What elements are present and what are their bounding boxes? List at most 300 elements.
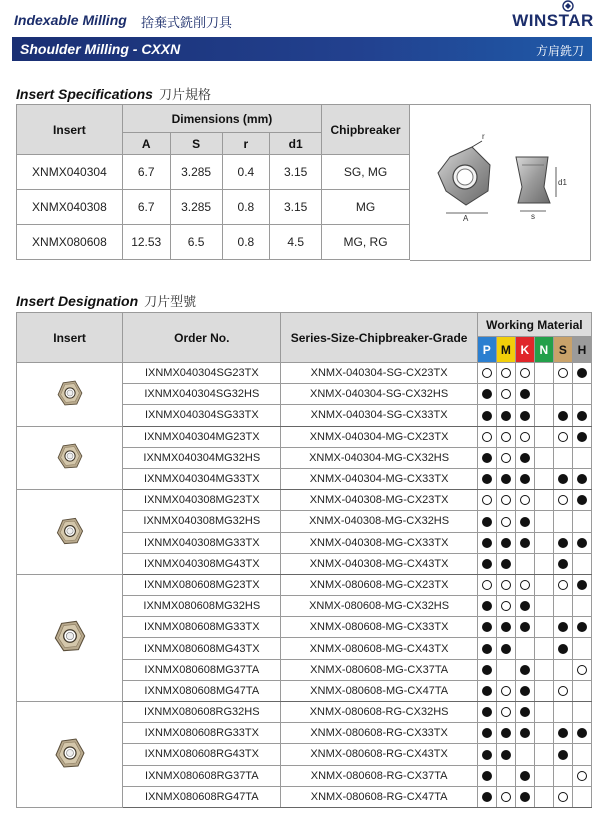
order-no: IXNMX080608MG37TA — [123, 659, 281, 680]
brand-name: WINSTAR — [512, 11, 594, 30]
insert-thumbnail-icon — [50, 733, 90, 773]
spec-s: 3.285 — [170, 190, 222, 225]
series-code: XNMX-080608-RG-CX33TX — [281, 723, 477, 744]
recommended-dot-icon — [577, 495, 587, 505]
spec-insert: XNMX040308 — [17, 190, 123, 225]
series-code: XNMX-080608-MG-CX32HS — [281, 596, 477, 617]
material-cell-m — [496, 659, 515, 680]
suitable-dot-icon — [558, 495, 568, 505]
suitable-dot-icon — [520, 495, 530, 505]
section-title: Shoulder Milling - CXXN — [20, 41, 181, 57]
material-cell-s — [553, 702, 572, 723]
recommended-dot-icon — [482, 411, 492, 421]
recommended-dot-icon — [558, 474, 568, 484]
suitable-dot-icon — [520, 368, 530, 378]
material-cell-m — [496, 490, 515, 511]
material-cell-s — [553, 426, 572, 447]
series-code: XNMX-040308-MG-CX43TX — [281, 553, 477, 574]
header-title-zh: 捨棄式銑削刀具 — [141, 16, 233, 31]
recommended-dot-icon — [520, 411, 530, 421]
recommended-dot-icon — [520, 686, 530, 696]
order-no: IXNMX080608RG43TX — [123, 744, 281, 765]
specs-title: Insert Specifications — [16, 86, 153, 102]
desig-col-order: Order No. — [123, 313, 281, 363]
insert-image — [17, 363, 123, 427]
series-code: XNMX-080608-MG-CX47TA — [281, 680, 477, 701]
material-cell-k — [515, 574, 534, 595]
suitable-dot-icon — [482, 432, 492, 442]
recommended-dot-icon — [577, 432, 587, 442]
material-cell-n — [534, 596, 553, 617]
series-code: XNMX-080608-RG-CX43TX — [281, 744, 477, 765]
material-cell-k — [515, 447, 534, 468]
material-cell-n — [534, 490, 553, 511]
material-cell-m — [496, 596, 515, 617]
suitable-dot-icon — [558, 368, 568, 378]
series-code: XNMX-040304-SG-CX32HS — [281, 384, 477, 405]
spec-s: 6.5 — [170, 225, 222, 260]
recommended-dot-icon — [520, 728, 530, 738]
material-cell-p — [477, 786, 496, 807]
material-p: P — [477, 337, 496, 363]
table-row — [17, 574, 592, 595]
order-no: IXNMX040304MG33TX — [123, 468, 281, 489]
material-cell-m — [496, 426, 515, 447]
series-code: XNMX-040304-SG-CX33TX — [281, 405, 477, 426]
recommended-dot-icon — [520, 517, 530, 527]
spec-d1: 3.15 — [270, 155, 322, 190]
material-cell-s — [553, 490, 572, 511]
recommended-dot-icon — [501, 750, 511, 760]
designation-heading — [16, 291, 196, 310]
spec-row — [17, 155, 410, 190]
recommended-dot-icon — [501, 474, 511, 484]
diagram-label-s: s — [531, 212, 535, 221]
spec-table — [16, 104, 410, 260]
spec-r: 0.4 — [222, 155, 270, 190]
series-code: XNMX-080608-MG-CX37TA — [281, 659, 477, 680]
recommended-dot-icon — [482, 771, 492, 781]
recommended-dot-icon — [558, 622, 568, 632]
order-no: IXNMX040304SG23TX — [123, 363, 281, 384]
suitable-dot-icon — [501, 368, 511, 378]
material-cell-h — [572, 786, 591, 807]
material-cell-h — [572, 744, 591, 765]
recommended-dot-icon — [482, 792, 492, 802]
material-cell-h — [572, 723, 591, 744]
suitable-dot-icon — [520, 432, 530, 442]
material-cell-s — [553, 511, 572, 532]
table-row — [17, 426, 592, 447]
material-cell-s — [553, 659, 572, 680]
spec-a: 6.7 — [122, 190, 170, 225]
suitable-dot-icon — [558, 580, 568, 590]
recommended-dot-icon — [482, 601, 492, 611]
recommended-dot-icon — [558, 728, 568, 738]
material-cell-k — [515, 617, 534, 638]
material-cell-s — [553, 468, 572, 489]
suitable-dot-icon — [501, 517, 511, 527]
material-cell-s — [553, 638, 572, 659]
material-cell-h — [572, 384, 591, 405]
material-cell-k — [515, 765, 534, 786]
series-code: XNMX-080608-RG-CX32HS — [281, 702, 477, 723]
order-no: IXNMX040304MG23TX — [123, 426, 281, 447]
designation-title: Insert Designation — [16, 293, 139, 309]
material-cell-m — [496, 617, 515, 638]
suitable-dot-icon — [501, 453, 511, 463]
recommended-dot-icon — [577, 622, 587, 632]
spec-chipbreaker: MG — [322, 190, 410, 225]
suitable-dot-icon — [501, 580, 511, 590]
recommended-dot-icon — [520, 474, 530, 484]
recommended-dot-icon — [520, 771, 530, 781]
material-cell-p — [477, 426, 496, 447]
recommended-dot-icon — [577, 411, 587, 421]
recommended-dot-icon — [482, 474, 492, 484]
material-cell-m — [496, 680, 515, 701]
material-cell-h — [572, 765, 591, 786]
material-cell-p — [477, 490, 496, 511]
recommended-dot-icon — [501, 622, 511, 632]
material-cell-m — [496, 405, 515, 426]
material-cell-k — [515, 786, 534, 807]
material-h: H — [572, 337, 591, 363]
recommended-dot-icon — [558, 644, 568, 654]
material-n: N — [534, 337, 553, 363]
recommended-dot-icon — [520, 665, 530, 675]
recommended-dot-icon — [482, 750, 492, 760]
material-cell-k — [515, 680, 534, 701]
material-cell-h — [572, 574, 591, 595]
material-cell-k — [515, 490, 534, 511]
spec-chipbreaker: MG, RG — [322, 225, 410, 260]
spec-col-chipbreaker: Chipbreaker — [322, 105, 410, 155]
order-no: IXNMX080608MG32HS — [123, 596, 281, 617]
material-cell-p — [477, 680, 496, 701]
material-cell-n — [534, 786, 553, 807]
material-cell-s — [553, 786, 572, 807]
material-cell-h — [572, 659, 591, 680]
material-cell-s — [553, 574, 572, 595]
material-cell-m — [496, 447, 515, 468]
recommended-dot-icon — [558, 559, 568, 569]
material-cell-h — [572, 617, 591, 638]
material-cell-p — [477, 553, 496, 574]
header-title: Indexable Milling — [14, 12, 127, 28]
suitable-dot-icon — [558, 686, 568, 696]
material-cell-n — [534, 638, 553, 659]
spec-row — [17, 225, 410, 260]
order-no: IXNMX080608RG32HS — [123, 702, 281, 723]
recommended-dot-icon — [482, 686, 492, 696]
material-cell-p — [477, 511, 496, 532]
recommended-dot-icon — [577, 538, 587, 548]
series-code: XNMX-080608-RG-CX37TA — [281, 765, 477, 786]
recommended-dot-icon — [520, 538, 530, 548]
material-cell-m — [496, 574, 515, 595]
insert-image — [17, 426, 123, 490]
material-cell-h — [572, 511, 591, 532]
recommended-dot-icon — [558, 538, 568, 548]
material-s: S — [553, 337, 572, 363]
material-cell-p — [477, 723, 496, 744]
material-cell-m — [496, 638, 515, 659]
spec-d1: 4.5 — [270, 225, 322, 260]
material-cell-n — [534, 405, 553, 426]
material-cell-h — [572, 363, 591, 384]
suitable-dot-icon — [501, 495, 511, 505]
spec-insert: XNMX040304 — [17, 155, 123, 190]
series-code: XNMX-040304-SG-CX23TX — [281, 363, 477, 384]
material-cell-n — [534, 702, 553, 723]
spec-col-dimensions: Dimensions (mm) — [122, 105, 321, 133]
order-no: IXNMX080608MG33TX — [123, 617, 281, 638]
material-cell-h — [572, 490, 591, 511]
order-no: IXNMX040308MG43TX — [123, 553, 281, 574]
recommended-dot-icon — [558, 411, 568, 421]
recommended-dot-icon — [501, 538, 511, 548]
material-cell-p — [477, 638, 496, 659]
order-no: IXNMX080608RG33TX — [123, 723, 281, 744]
material-cell-p — [477, 405, 496, 426]
table-row — [17, 490, 592, 511]
material-cell-s — [553, 447, 572, 468]
order-no: IXNMX040304MG32HS — [123, 447, 281, 468]
material-cell-k — [515, 363, 534, 384]
material-cell-s — [553, 617, 572, 638]
insert-thumbnail-icon — [53, 376, 87, 410]
suitable-dot-icon — [482, 495, 492, 505]
material-cell-p — [477, 702, 496, 723]
insert-thumbnail-icon — [53, 439, 87, 473]
designation-title-zh: 刀片型號 — [144, 295, 197, 310]
suitable-dot-icon — [501, 389, 511, 399]
material-cell-k — [515, 702, 534, 723]
recommended-dot-icon — [577, 368, 587, 378]
spec-r: 0.8 — [222, 225, 270, 260]
material-cell-k — [515, 723, 534, 744]
recommended-dot-icon — [501, 728, 511, 738]
recommended-dot-icon — [558, 750, 568, 760]
table-row — [17, 702, 592, 723]
material-cell-s — [553, 680, 572, 701]
desig-col-material: Working Material — [477, 313, 591, 337]
suitable-dot-icon — [520, 580, 530, 590]
insert-image — [17, 574, 123, 701]
order-no: IXNMX040308MG33TX — [123, 532, 281, 553]
insert-image — [17, 490, 123, 575]
recommended-dot-icon — [482, 707, 492, 717]
material-cell-s — [553, 553, 572, 574]
material-cell-m — [496, 553, 515, 574]
recommended-dot-icon — [482, 538, 492, 548]
spec-insert: XNMX080608 — [17, 225, 123, 260]
specs-title-zh: 刀片規格 — [158, 88, 211, 103]
suitable-dot-icon — [501, 707, 511, 717]
recommended-dot-icon — [482, 453, 492, 463]
material-cell-k — [515, 553, 534, 574]
section-band — [12, 37, 592, 61]
recommended-dot-icon — [520, 453, 530, 463]
material-cell-s — [553, 532, 572, 553]
insert-thumbnail-icon — [49, 615, 91, 657]
material-cell-n — [534, 511, 553, 532]
material-cell-m — [496, 702, 515, 723]
material-cell-p — [477, 659, 496, 680]
material-cell-n — [534, 384, 553, 405]
material-cell-n — [534, 680, 553, 701]
order-no: IXNMX080608MG43TX — [123, 638, 281, 659]
recommended-dot-icon — [482, 728, 492, 738]
order-no: IXNMX080608MG23TX — [123, 574, 281, 595]
series-code: XNMX-080608-MG-CX43TX — [281, 638, 477, 659]
material-cell-n — [534, 617, 553, 638]
material-cell-p — [477, 468, 496, 489]
recommended-dot-icon — [520, 792, 530, 802]
material-cell-h — [572, 426, 591, 447]
material-cell-n — [534, 744, 553, 765]
material-cell-m — [496, 765, 515, 786]
recommended-dot-icon — [501, 559, 511, 569]
spec-r: 0.8 — [222, 190, 270, 225]
spec-d1: 3.15 — [270, 190, 322, 225]
material-cell-n — [534, 723, 553, 744]
order-no: IXNMX040308MG32HS — [123, 511, 281, 532]
suitable-dot-icon — [482, 580, 492, 590]
designation-table — [16, 312, 592, 808]
material-cell-h — [572, 702, 591, 723]
material-cell-n — [534, 553, 553, 574]
material-cell-s — [553, 405, 572, 426]
suitable-dot-icon — [501, 686, 511, 696]
order-no: IXNMX080608RG37TA — [123, 765, 281, 786]
suitable-dot-icon — [501, 792, 511, 802]
material-cell-m — [496, 468, 515, 489]
spec-chipbreaker: SG, MG — [322, 155, 410, 190]
recommended-dot-icon — [482, 559, 492, 569]
recommended-dot-icon — [520, 622, 530, 632]
material-cell-m — [496, 786, 515, 807]
spec-row — [17, 190, 410, 225]
series-code: XNMX-080608-RG-CX47TA — [281, 786, 477, 807]
material-cell-m — [496, 532, 515, 553]
spec-s: 3.285 — [170, 155, 222, 190]
insert-dimension-diagram — [410, 104, 591, 261]
material-cell-s — [553, 384, 572, 405]
diagram-label-a: A — [463, 214, 469, 223]
material-cell-p — [477, 447, 496, 468]
material-cell-h — [572, 405, 591, 426]
suitable-dot-icon — [482, 368, 492, 378]
series-code: XNMX-080608-MG-CX33TX — [281, 617, 477, 638]
suitable-dot-icon — [577, 771, 587, 781]
material-cell-k — [515, 638, 534, 659]
material-cell-k — [515, 596, 534, 617]
material-cell-p — [477, 532, 496, 553]
recommended-dot-icon — [482, 644, 492, 654]
spec-a: 12.53 — [122, 225, 170, 260]
material-cell-k — [515, 532, 534, 553]
order-no: IXNMX040304SG32HS — [123, 384, 281, 405]
material-cell-m — [496, 744, 515, 765]
material-k: K — [515, 337, 534, 363]
suitable-dot-icon — [501, 601, 511, 611]
desig-col-insert: Insert — [17, 313, 123, 363]
recommended-dot-icon — [520, 601, 530, 611]
material-cell-p — [477, 574, 496, 595]
material-cell-n — [534, 426, 553, 447]
section-title-zh: 方肩銑刀 — [535, 44, 584, 58]
material-cell-k — [515, 426, 534, 447]
recommended-dot-icon — [520, 707, 530, 717]
material-cell-s — [553, 363, 572, 384]
suitable-dot-icon — [558, 432, 568, 442]
spec-col-d1: d1 — [270, 133, 322, 155]
spec-col-a: A — [122, 133, 170, 155]
material-cell-k — [515, 659, 534, 680]
material-cell-s — [553, 765, 572, 786]
recommended-dot-icon — [482, 517, 492, 527]
material-cell-h — [572, 553, 591, 574]
suitable-dot-icon — [577, 665, 587, 675]
recommended-dot-icon — [501, 644, 511, 654]
material-cell-s — [553, 744, 572, 765]
insert-image — [17, 702, 123, 808]
spec-col-s: S — [170, 133, 222, 155]
material-cell-h — [572, 532, 591, 553]
diagram-label-r: r — [482, 132, 485, 141]
material-cell-n — [534, 659, 553, 680]
series-code: XNMX-040304-MG-CX33TX — [281, 468, 477, 489]
recommended-dot-icon — [482, 622, 492, 632]
material-cell-m — [496, 511, 515, 532]
page-header — [0, 0, 602, 36]
specs-heading — [16, 84, 211, 103]
material-cell-n — [534, 468, 553, 489]
material-m: M — [496, 337, 515, 363]
material-cell-k — [515, 511, 534, 532]
material-cell-s — [553, 723, 572, 744]
recommended-dot-icon — [577, 728, 587, 738]
brand-logo — [508, 0, 598, 32]
spec-a: 6.7 — [122, 155, 170, 190]
material-cell-p — [477, 765, 496, 786]
order-no: IXNMX080608RG47TA — [123, 786, 281, 807]
material-cell-h — [572, 468, 591, 489]
desig-col-series: Series-Size-Chipbreaker-Grade — [281, 313, 477, 363]
suitable-dot-icon — [558, 792, 568, 802]
material-cell-n — [534, 765, 553, 786]
diagram-label-d1: d1 — [558, 178, 567, 187]
material-cell-h — [572, 680, 591, 701]
insert-thumbnail-icon — [52, 513, 88, 549]
material-cell-h — [572, 638, 591, 659]
material-cell-h — [572, 447, 591, 468]
material-cell-k — [515, 405, 534, 426]
table-row — [17, 363, 592, 384]
material-cell-n — [534, 447, 553, 468]
insert-diagram-icon — [410, 105, 591, 262]
material-cell-n — [534, 532, 553, 553]
spec-col-insert: Insert — [17, 105, 123, 155]
recommended-dot-icon — [577, 580, 587, 590]
series-code: XNMX-040304-MG-CX32HS — [281, 447, 477, 468]
material-cell-k — [515, 744, 534, 765]
suitable-dot-icon — [501, 432, 511, 442]
material-cell-p — [477, 617, 496, 638]
material-cell-p — [477, 384, 496, 405]
